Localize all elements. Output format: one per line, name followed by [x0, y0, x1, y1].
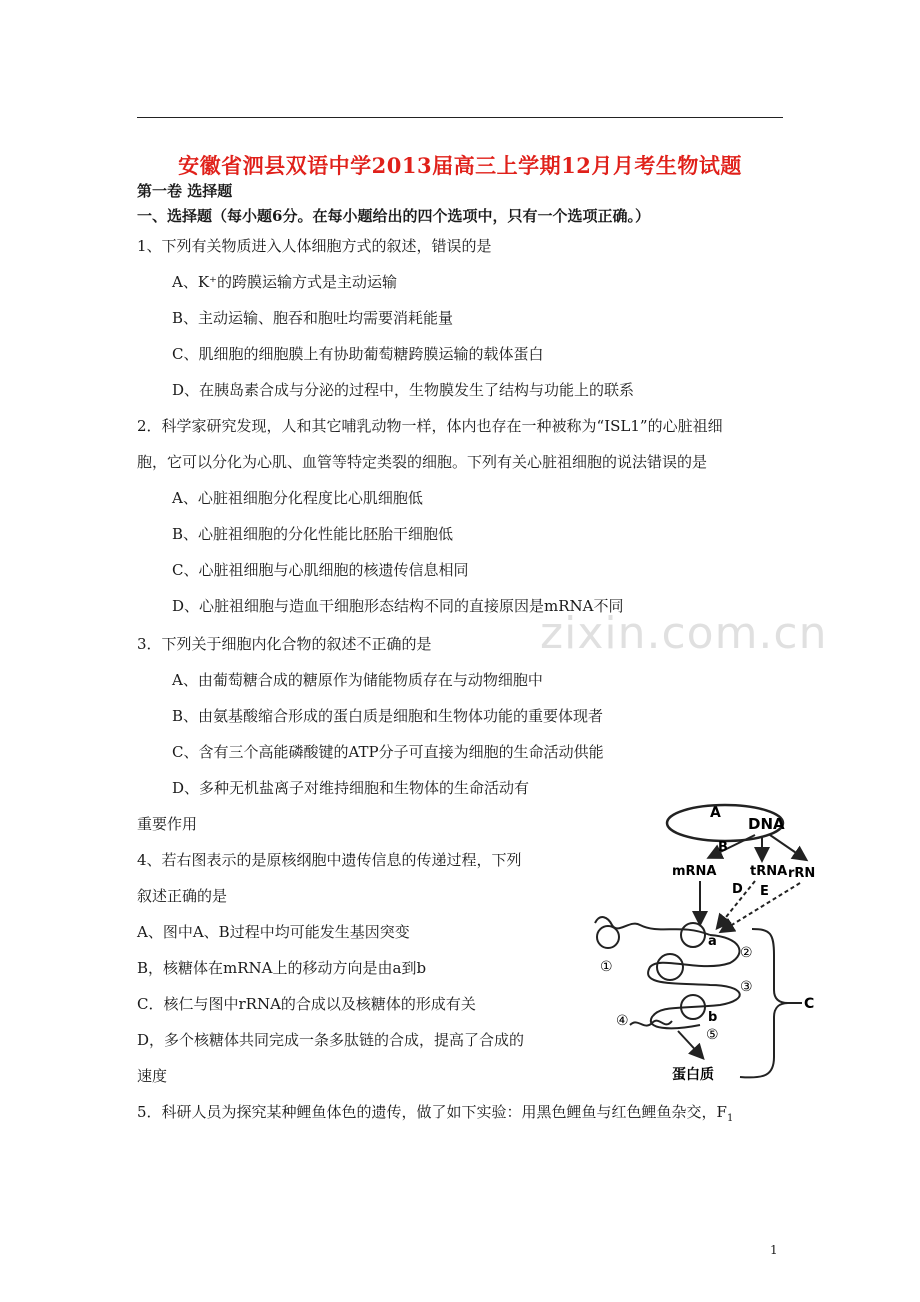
question-3-stem: 3．下列关于细胞内化合物的叙述不正确的是 [137, 635, 432, 653]
question-3-option-a: A、由葡萄糖合成的糖原作为储能物质存在与动物细胞中 [172, 671, 543, 689]
diagram-label-mrna: mRNA [672, 864, 717, 879]
diagram-label-b-end: b [708, 1010, 718, 1025]
question-2-stem-line2: 胞，它可以分化为心肌、血管等特定类裂的细胞。下列有关心脏祖细胞的说法错误的是 [137, 453, 708, 471]
diagram-label-n1: ① [600, 959, 613, 975]
ribosome-top [681, 923, 705, 947]
header-rule [137, 117, 783, 118]
diagram-label-protein: 蛋白质 [672, 1067, 714, 1083]
question-5-stem [137, 1102, 733, 1129]
question-1-option-c: C、肌细胞的细胞膜上有协助葡萄糖跨膜运输的载体蛋白 [172, 345, 544, 363]
question-2-stem-line1: 2．科学家研究发现，人和其它哺乳动物一样，体内也存在一种被称为“ISL1”的心脏祖细 [137, 417, 723, 435]
question-3-continuation: 重要作用 [137, 815, 198, 833]
watermark: zixin.com.cn [540, 608, 828, 659]
question-3-option-b: B、由氨基酸缩合形成的蛋白质是细胞和生物体功能的重要体现者 [172, 707, 604, 725]
question-4-option-a: A、图中A、B过程中均可能发生基因突变 [137, 923, 410, 941]
question-5-subscript: 1 [726, 1113, 734, 1124]
diagram-label-trna: tRNA [750, 864, 788, 879]
diagram-label-n2: ② [740, 945, 753, 961]
question-1-stem: 1、下列有关物质进入人体细胞方式的叙述，错误的是 [137, 237, 492, 255]
volume-heading: 第一卷 选择题 [137, 182, 233, 200]
question-2-option-c: C、心脏祖细胞与心肌细胞的核遗传信息相同 [172, 561, 469, 579]
question-2-option-a: A、心脏祖细胞分化程度比心肌细胞低 [172, 489, 423, 507]
question-4-option-b: B，核糖体在mRNA上的移动方向是由a到b [137, 959, 427, 977]
question-5-stem-text: 5．科研人员为探究某种鲤鱼体色的遗传，做了如下实验：用黑色鲤鱼与红色鲤鱼杂交，F [137, 1103, 727, 1121]
section-instruction: 一、选择题（每小题6分。在每小题给出的四个选项中，只有一个选项正确。） [137, 207, 650, 225]
genetic-info-diagram [560, 795, 820, 1085]
question-3-option-c: C、含有三个高能磷酸键的ATP分子可直接为细胞的生命活动供能 [172, 743, 604, 761]
diagram-label-a-end: a [708, 934, 717, 949]
polypeptide-loop [648, 935, 740, 1028]
arrow-dna-rrna [770, 835, 805, 859]
page-number: 1 [770, 1243, 778, 1257]
ribosome-mid [657, 954, 683, 980]
question-4-stem-line2: 叙述正确的是 [137, 887, 228, 905]
diagram-label-dna: DNA [748, 815, 785, 833]
question-1-option-b: B、主动运输、胞吞和胞吐均需要消耗能量 [172, 309, 454, 327]
diagram-label-n3: ③ [740, 979, 753, 995]
question-2-option-b: B、心脏祖细胞的分化性能比胚胎干细胞低 [172, 525, 454, 543]
diagram-label-rrna: rRN [788, 866, 816, 881]
diagram-label-b: B [718, 840, 728, 855]
question-1-option-d: D、在胰岛素合成与分泌的过程中，生物膜发生了结构与功能上的联系 [172, 381, 635, 399]
question-4-continuation: 速度 [137, 1067, 168, 1085]
page-title: 安徽省泗县双语中学2013届高三上学期12月月考生物试题 [178, 153, 742, 178]
diagram-label-e: E [760, 884, 769, 899]
arrow-to-protein [678, 1031, 702, 1057]
question-2-option-d: D、心脏祖细胞与造血干细胞形态结构不同的直接原因是mRNA不同 [172, 597, 624, 615]
question-3-option-d: D、多种无机盐离子对维持细胞和生物体的生命活动有 [172, 779, 530, 797]
question-1-option-a: A、K⁺的跨膜运输方式是主动运输 [172, 273, 397, 291]
question-4-option-c: C．核仁与图中rRNA的合成以及核糖体的形成有关 [137, 995, 476, 1013]
diagram-label-n4: ④ [616, 1013, 629, 1029]
arrow-dna-mrna [710, 835, 755, 857]
question-4-option-d: D，多个核糖体共同完成一条多肽链的合成，提高了合成的 [137, 1031, 525, 1049]
ribosome-left [597, 926, 619, 948]
question-4-stem-line1: 4、若右图表示的是原核纲胞中遗传信息的传递过程，下列 [137, 851, 522, 869]
diagram-label-a: A [710, 805, 721, 821]
diagram-label-d: D [732, 882, 743, 897]
diagram-label-c: C [804, 996, 815, 1012]
diagram-label-n5: ⑤ [706, 1027, 719, 1043]
